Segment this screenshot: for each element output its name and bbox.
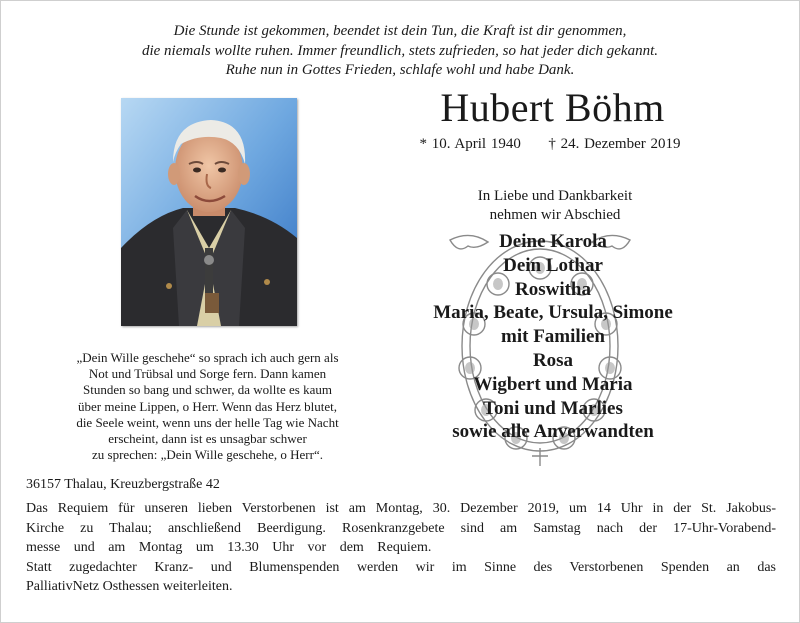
mourner-line: Deine Karola bbox=[499, 231, 607, 252]
mourner-line: Maria, Beate, Ursula, Simone bbox=[433, 302, 673, 324]
prayer-line: Not und Trübsal und Sorge fern. Dann kamen bbox=[88, 366, 327, 382]
prayer-poem bbox=[40, 350, 375, 463]
top-poem-line: die niemals wollte ruhen. Immer freundlich, stets zufrieden, so hat jeder dich gekannt. bbox=[141, 42, 659, 59]
prayer-line: „Dein Wille geschehe“ so sprach ich auch gern als bbox=[76, 350, 339, 365]
service-notice bbox=[26, 499, 776, 597]
prayer-line: Stunden so bang und schwer, da wollte es kaum bbox=[83, 382, 332, 398]
notice-line: Statt zugedachter Kranz- und Blumenspenden werden wir im Sinne des Verstorbenen Spenden an das bbox=[26, 559, 776, 575]
top-poem bbox=[60, 22, 740, 81]
portrait-photo bbox=[121, 98, 297, 326]
notice-line: messe und am Montag um 13.30 Uhr vor dem Requiem. bbox=[26, 540, 432, 555]
top-poem-line: Die Stunde ist gekommen, beendet ist dein Tun, die Kraft ist dir genommen, bbox=[173, 23, 627, 39]
farewell-line: nehmen wir Abschied bbox=[489, 207, 621, 223]
prayer-line: erscheint, dann ist es unsagbar schwer bbox=[108, 431, 307, 447]
life-dates bbox=[380, 136, 720, 153]
notice-line: Kirche zu Thalau; anschließend Beerdigung. Rosenkranzgebete sind am Samstag nach der 17-Uhr-Vorabend- bbox=[26, 520, 776, 536]
mourner-line: Toni und Marlies bbox=[483, 397, 623, 419]
notice-line: PalliativNetz Osthessen weiterleiten. bbox=[26, 579, 233, 594]
prayer-line: zu sprechen: „Dein Wille geschehe, o Herr“. bbox=[92, 447, 323, 463]
notice-line: Das Requiem für unseren lieben Verstorbenen ist am Montag, 30. Dezember 2019, um 14 Uhr in der St. Jakobus- bbox=[26, 501, 776, 516]
farewell-text bbox=[410, 187, 700, 225]
mourners-list bbox=[400, 230, 706, 444]
mourner-line: Roswitha bbox=[514, 278, 591, 300]
mourner-line: Rosa bbox=[532, 349, 574, 371]
mourner-line: Dein Lothar bbox=[503, 254, 603, 276]
birth-date: * 10. April 1940 bbox=[419, 136, 521, 152]
farewell-line: In Liebe und Dankbarkeit bbox=[477, 188, 633, 204]
prayer-line: die Seele weint, wenn uns der helle Tag wie Nacht bbox=[76, 414, 339, 430]
mourner-line: mit Familien bbox=[501, 326, 605, 348]
death-date: † 24. Dezember 2019 bbox=[548, 136, 681, 152]
deceased-name: Hubert Böhm bbox=[440, 85, 665, 130]
address: 36157 Thalau, Kreuzbergstraße 42 bbox=[26, 477, 220, 492]
mourner-line: sowie alle Anverwandten bbox=[452, 421, 654, 443]
top-poem-line: Ruhe nun in Gottes Frieden, schlafe wohl und habe Dank. bbox=[225, 62, 575, 78]
mourner-line: Wigbert und Maria bbox=[473, 373, 633, 395]
prayer-line: über meine Lippen, o Herr. Wenn das Herz blutet, bbox=[78, 398, 337, 414]
